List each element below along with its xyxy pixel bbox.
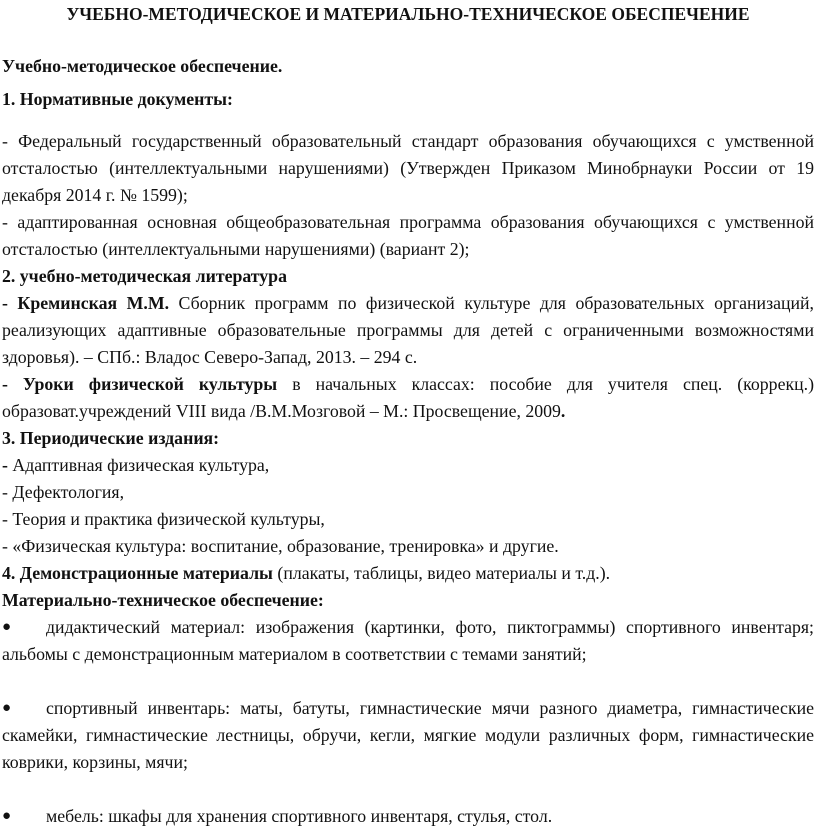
equipment-text: мебель: шкафы для хранения спортивного инвентаря, стулья, стол. (46, 806, 553, 826)
section-4-heading: 4. Демонстрационные материалы (2, 563, 273, 583)
document-title: УЧЕБНО-МЕТОДИЧЕСКОЕ И МАТЕРИАЛЬНО-ТЕХНИЧЕСКОЕ ОБЕСПЕЧЕНИЕ (66, 4, 750, 24)
periodical-dash: - (2, 455, 8, 475)
literature-item (2, 290, 814, 371)
section-3-heading: 3. Периодические издания: (2, 428, 220, 448)
section-1-heading: 1. Нормативные документы: (2, 89, 233, 109)
spacer (2, 668, 814, 695)
bullet-icon: ● (2, 808, 12, 824)
periodical-item: - Теория и практика физической культуры, (2, 509, 325, 529)
literature-description: Сборник программ по физической культуре для образовательных организаций, реализующих адаптивные образовательные программы для детей с ограниченными возможностями здоровья). – СПб.: Владос Северо-Запад, 2013. – 294 с. (2, 293, 814, 367)
spacer (2, 113, 814, 128)
document-page (0, 1, 816, 826)
section-4-paragraph (2, 560, 814, 587)
equipment-text: дидактический материал: изображения (картинки, фото, пиктограммы) спортивного инвентаря; альбомы с демонстрационным материалом в соответствии с темами занятий; (2, 617, 814, 664)
periodical-item: - «Физическая культура: воспитание, образование, тренировка» и другие. (2, 536, 559, 556)
periodical-text: Адаптивная физическая культура, (7, 455, 270, 475)
section-4-text: (плакаты, таблицы, видео материалы и т.д.). (272, 563, 611, 583)
equipment-list-item (2, 695, 814, 776)
section-2-heading: 2. учебно-методическая литература (2, 266, 287, 286)
literature-end: . (560, 401, 566, 421)
periodical-item (2, 452, 814, 479)
equipment-list-item (2, 614, 814, 668)
literature-author: - Креминская М.М. (2, 293, 170, 313)
normative-doc-item: - Федеральный государственный образовательный стандарт образования обучающихся с умственной отсталостью (интеллектуальными нарушениями) (Утвержден Приказом Минобрнауки России от 19 декабря 2014 г. № 1599); (2, 131, 814, 205)
edu-support-heading: Учебно-методическое обеспечение. (2, 56, 283, 76)
literature-description: в начальных классах: пособие для учителя спец. (коррекц.) образоват.учреждений VIII вида /В.М.Мозговой – М.: Просвещение, 2009 (2, 374, 814, 421)
normative-doc-item: - адаптированная основная общеобразовательная программа образования обучающихся с умственной отсталостью (интеллектуальными нарушениями) (вариант 2); (2, 212, 814, 259)
periodical-item: - Дефектология, (2, 482, 125, 502)
equipment-text: спортивный инвентарь: маты, батуты, гимнастические мячи разного диаметра, гимнастические скамейки, гимнастические лестницы, обручи, кегли, мягкие модули различных форм, гимнастические коврики, корзины, мячи; (2, 698, 814, 772)
bullet-icon: ● (2, 700, 12, 716)
literature-title: - Уроки физической культуры (2, 374, 278, 394)
spacer (2, 26, 814, 53)
bullet-icon: ● (2, 619, 12, 635)
material-support-heading: Материально-техническое обеспечение: (2, 590, 324, 610)
literature-item (2, 371, 814, 425)
spacer (2, 776, 814, 803)
